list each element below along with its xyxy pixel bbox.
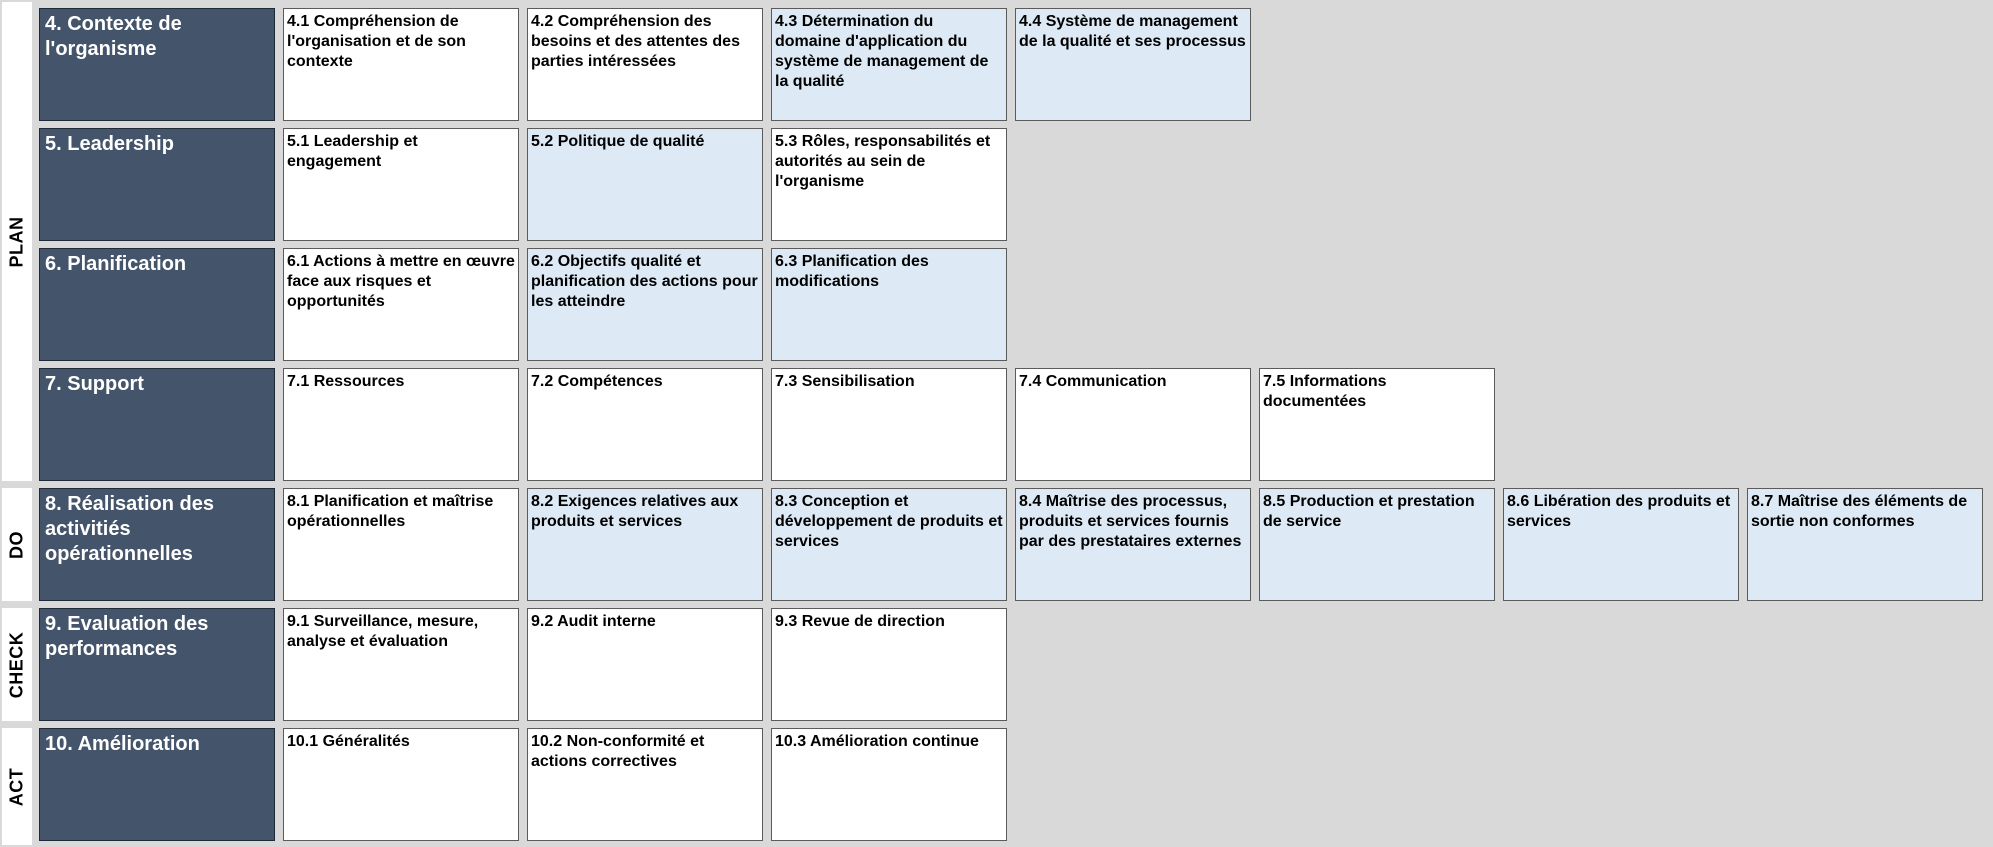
clause-8-6: 8.6 Libération des produits et services	[1503, 488, 1739, 601]
phase-do	[2, 488, 32, 601]
clause-5-3: 5.3 Rôles, responsabilités et autorités au sein de l'organisme	[771, 128, 1007, 241]
clause-9-3: 9.3 Revue de direction	[771, 608, 1007, 721]
clause-4-1: 4.1 Compréhension de l'organisation et de son contexte	[283, 8, 519, 121]
clause-6-2: 6.2 Objectifs qualité et planification des actions pour les atteindre	[527, 248, 763, 361]
clause-5-2: 5.2 Politique de qualité	[527, 128, 763, 241]
clause-7-2: 7.2 Compétences	[527, 368, 763, 481]
phase-plan-label: PLAN	[6, 216, 27, 267]
row-5-header: 5. Leadership	[39, 128, 275, 241]
phase-check-label: CHECK	[6, 631, 27, 698]
clause-8-4: 8.4 Maîtrise des processus, produits et services fournis par des prestataires externes	[1015, 488, 1251, 601]
phase-act-label: ACT	[6, 767, 27, 806]
clause-8-3: 8.3 Conception et développement de produits et services	[771, 488, 1007, 601]
clause-8-7: 8.7 Maîtrise des éléments de sortie non conformes	[1747, 488, 1983, 601]
row-4-header: 4. Contexte de l'organisme	[39, 8, 275, 121]
clause-9-1: 9.1 Surveillance, mesure, analyse et évaluation	[283, 608, 519, 721]
clause-8-2: 8.2 Exigences relatives aux produits et services	[527, 488, 763, 601]
phase-check	[2, 608, 32, 721]
clause-5-1: 5.1 Leadership et engagement	[283, 128, 519, 241]
row-7-header: 7. Support	[39, 368, 275, 481]
clause-10-1: 10.1 Généralités	[283, 728, 519, 841]
clause-10-2: 10.2 Non-conformité et actions correctives	[527, 728, 763, 841]
phase-act	[2, 728, 32, 845]
phase-plan	[2, 2, 32, 481]
row-10-header: 10. Amélioration	[39, 728, 275, 841]
clause-7-5: 7.5 Informations documentées	[1259, 368, 1495, 481]
clause-4-3: 4.3 Détermination du domaine d'application du système de management de la qualité	[771, 8, 1007, 121]
clause-4-4: 4.4 Système de management de la qualité et ses processus	[1015, 8, 1251, 121]
clause-6-3: 6.3 Planification des modifications	[771, 248, 1007, 361]
clause-4-2: 4.2 Compréhension des besoins et des attentes des parties intéressées	[527, 8, 763, 121]
clause-7-4: 7.4 Communication	[1015, 368, 1251, 481]
row-8-header: 8. Réalisation des activitiés opérationnelles	[39, 488, 275, 601]
row-6-header: 6. Planification	[39, 248, 275, 361]
clause-8-5: 8.5 Production et prestation de service	[1259, 488, 1495, 601]
clause-7-3: 7.3 Sensibilisation	[771, 368, 1007, 481]
clause-6-1: 6.1 Actions à mettre en œuvre face aux risques et opportunités	[283, 248, 519, 361]
row-9-header: 9. Evaluation des performances	[39, 608, 275, 721]
clause-7-1: 7.1 Ressources	[283, 368, 519, 481]
clause-10-3: 10.3 Amélioration continue	[771, 728, 1007, 841]
clause-9-2: 9.2 Audit interne	[527, 608, 763, 721]
phase-do-label: DO	[6, 530, 27, 559]
clause-8-1: 8.1 Planification et maîtrise opérationnelles	[283, 488, 519, 601]
